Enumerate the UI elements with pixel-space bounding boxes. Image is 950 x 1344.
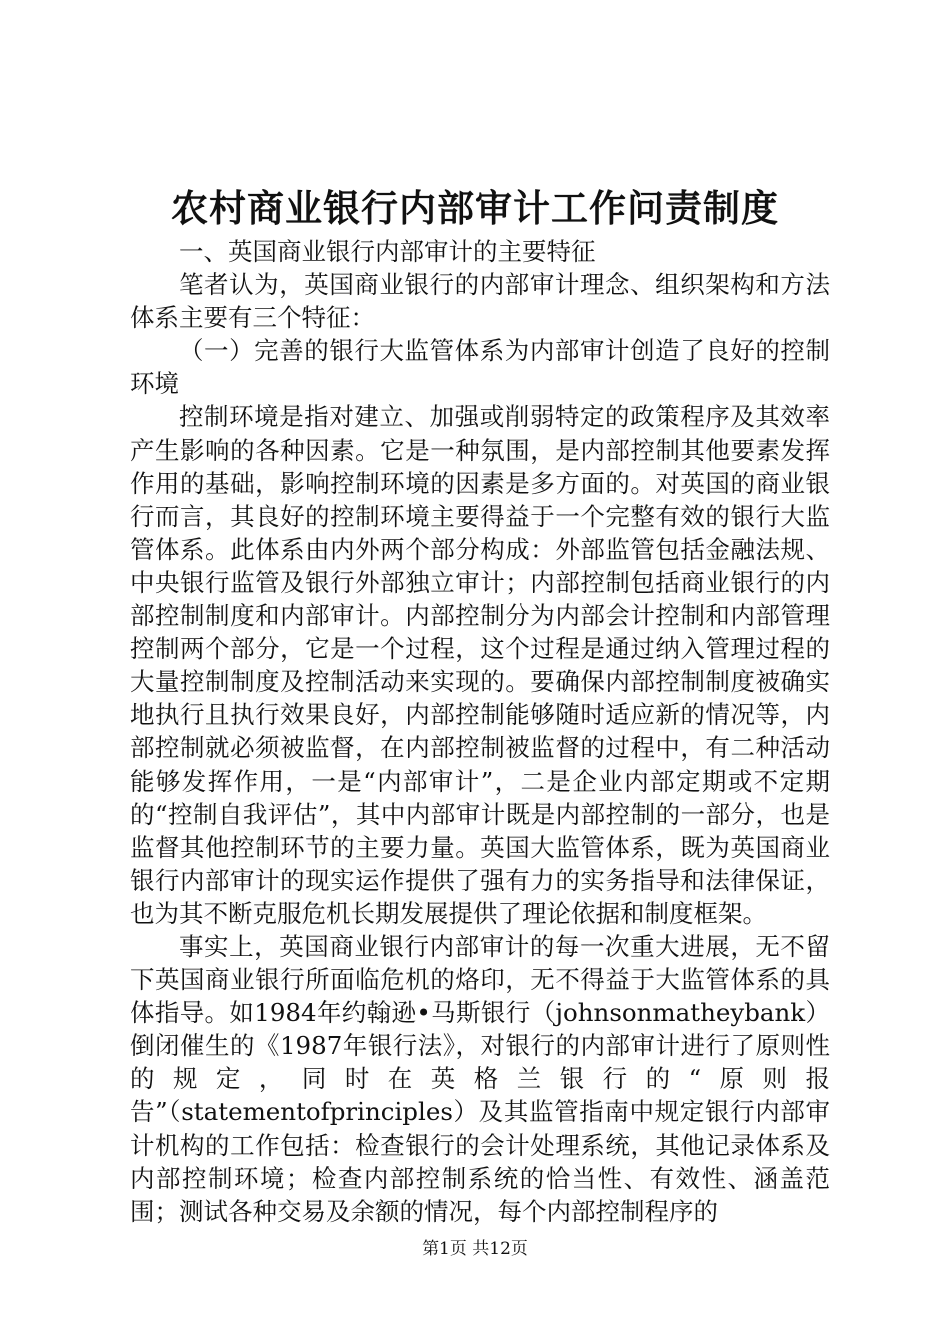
subsection-heading: （一）完善的银行大监管体系为内部审计创造了良好的控制环境: [130, 336, 830, 399]
document-body: [130, 235, 830, 1228]
paragraph: 笔者认为，英国商业银行的内部审计理念、组织架构和方法体系主要有三个特征：: [130, 270, 830, 333]
paragraph: 事实上，英国商业银行内部审计的每一次重大进展，无不留下英国商业银行所面临危机的烙印，无不得益于大监管体系的具体指导。如1984年约翰逊•马斯银行（johnsonmatheybank）倒闭催生的《1987年银行法》，对银行的内部审计进行了原则性的规定，同时在英格兰银行的“原则报告”（statementofprinciples）及其监管指南中规定银行内部审计机构的工作包括：检查银行的会计处理系统，其他记录体系及内部控制环境；检查内部控制系统的恰当性、有效性、涵盖范围；测试各种交易及余额的情况，每个内部控制程序的: [130, 931, 830, 1226]
section-heading: 一、英国商业银行内部审计的主要特征: [179, 237, 596, 266]
paragraph: 控制环境是指对建立、加强或削弱特定的政策程序及其效率产生影响的各种因素。它是一种氛围，是内部控制其他要素发挥作用的基础，影响控制环境的因素是多方面的。对英国的商业银行而言，其良好的控制环境主要得益于一个完整有效的银行大监管体系。此体系由内外两个部分构成：外部监管包括金融法规、中央银行监管及银行外部独立审计；内部控制包括商业银行的内部控制制度和内部审计。内部控制分为内部会计控制和内部管理控制两个部分，它是一个过程，这个过程是通过纳入管理过程的大量控制制度及控制活动来实现的。要确保内部控制制度被确实地执行且执行效果良好，内部控制能够随时适应新的情况等，内部控制就必须被监督，在内部控制被监督的过程中，有二种活动能够发挥作用，一是“内部审计”，二是企业内部定期或不定期的“控制自我评估”，其中内部审计既是内部控制的一部分，也是监督其他控制环节的主要力量。英国大监管体系，既为英国商业银行内部审计的现实运作提供了强有力的实务指导和法律保证，也为其不断克服危机长期发展提供了理论依据和制度框架。: [130, 402, 830, 928]
page-number-footer: 第1页 共12页: [422, 1239, 528, 1259]
document-title: 农村商业银行内部审计工作问责制度: [171, 186, 779, 230]
